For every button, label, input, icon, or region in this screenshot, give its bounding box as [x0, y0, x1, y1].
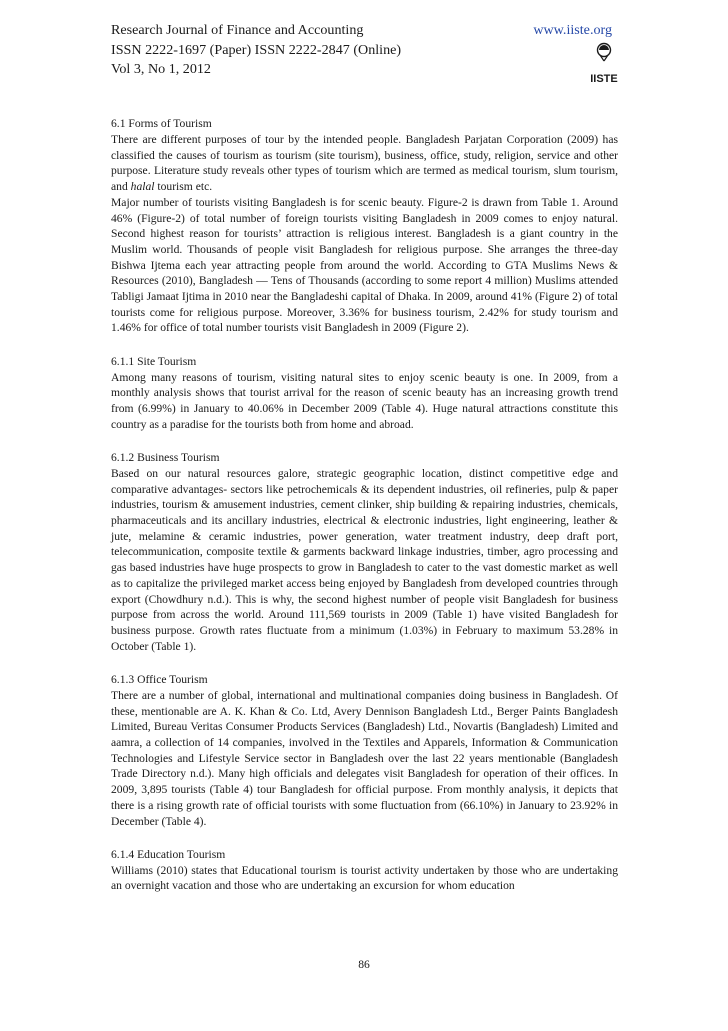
section-heading: 6.1 Forms of Tourism	[111, 117, 212, 130]
section-heading: 6.1.2 Business Tourism	[111, 450, 220, 464]
emphasis-text: halal	[130, 180, 155, 194]
paragraph: Based on our natural resources galore, strategic geographic location, distinct competitive edge and comparative advantages- sectors like petrochemicals & its dependent industries, oil refineries, pulp & paper industries, tourism & amusement industries, cement clinker, ship building & repairing industries, chemicals, pharmaceuticals and its ancillary industries, electrical & electronic industries, light engineering, leather & jute, melamine & ceramic industries, power generation, water treatment industry, deep draft port, telecommunication, composite textile & garments backward linkage industries, timber, agro processing and gas based industries have huge prospects to grow in Bangladesh to cater to the vast domestic market as well as to capitalize the privileged market access being enjoyed by Bangladesh from developed countries through export (Chowdhury n.d.). This is why, the second highest number of people visit Bangladesh for business purpose from across the world. Around 111,569 tourists in 2009 (Table 1) have visited Bangladesh for business purpose. Growth rates fluctuate from a minimum (1.03%) in February to maximum 53.28% in October (Table 1).	[111, 466, 618, 653]
paragraph: Major number of tourists visiting Bangladesh is for scenic beauty. Figure-2 is drawn from Table 1. Around 46% (Figure-2) of total number of foreign tourists visiting Bangladesh in 2009 comes to enjoy natural. Second highest reason for tourists’ attraction is religious interest. Bangladesh is a giant country in the Muslim world. Thousands of people visit Bangladesh for religious purpose. She arranges the three-day Bishwa Ijtema each year attracting people from around the world. According to GTA Muslims News & Resources (2010), Bangladesh — Tens of Thousands (according to some report 4 million) Muslims attended Tabligi Jamaat Ijtima in 2010 near the Bangladeshi capital of Dhaka. In 2009, around 41% (Figure 2) of total tourists come for religious purpose. Moreover, 3.36% for business tourism, 2.42% for study tourism and 1.46% for office of total number tourists visit Bangladesh in 2009 (Figure 2).	[111, 195, 618, 335]
article-body	[111, 116, 618, 894]
journal-header	[111, 21, 621, 80]
section-heading: 6.1.4 Education Tourism	[111, 847, 226, 861]
iiste-logo	[590, 42, 618, 86]
paragraph: Williams (2010) states that Educational tourism is tourist activity undertaken by those who are undertaking an overnight vacation and those who are undertaking an excursion for whom education	[111, 863, 618, 893]
journal-volume: Vol 3, No 1, 2012	[111, 61, 211, 77]
journal-issn: ISSN 2222-1697 (Paper) ISSN 2222-2847 (Online)	[111, 41, 402, 58]
journal-title: Research Journal of Finance and Accounting	[111, 22, 364, 38]
page-number: 86	[358, 958, 370, 971]
iiste-logo-text: IISTE	[590, 73, 618, 85]
section-heading: 6.1.1 Site Tourism	[111, 354, 197, 368]
paragraph	[111, 132, 618, 195]
paragraph: There are a number of global, international and multinational companies doing business in Bangladesh. Of these, mentionable are A. K. Khan & Co. Ltd, Avery Dennison Bangladesh Ltd., Berger Paints Bangladesh Limited, Bureau Veritas Consumer Products Services (Bangladesh) Ltd., Novartis (Bangladesh) Limited and aamra, a collection of 14 companies, involved in the Textiles and Apparels, Information & Communication Technologies and Lifestyle Service sector in Bangladesh over the last 22 years mentionable (Bangladesh Trade Directory n.d.). Many high officials and delegates visit Bangladesh for operation of their offices. In 2009, 3,895 tourists (Table 4) tour Bangladesh for official purpose. From monthly analysis, it depicts that there is a rising growth rate of official tourists with some fluctuation from (66.10%) in January to 23.92% in December (Table 4).	[111, 688, 618, 828]
journal-url-link[interactable]: www.iiste.org	[533, 22, 612, 38]
paragraph-text: There are different purposes of tour by the intended people. Bangladesh Parjatan Corporation (2009) has classified the causes of tourism as tourism (site tourism), business, office, study, religion, service and other purpose. Literature study reveals other types of tourism which are termed as medical tourism, slum tourism, and	[111, 133, 618, 194]
paragraph-text: tourism etc.	[154, 180, 213, 194]
section-heading: 6.1.3 Office Tourism	[111, 672, 208, 686]
paragraph: Among many reasons of tourism, visiting natural sites to enjoy scenic beauty is one. In 2009, from a monthly analysis shows that tourist arrival for the reason of scenic beauty has an increasing growth trend from (6.99%) in January to 40.06% in December 2009 (Table 4). Huge natural attractions constitute this country as a paradise for the tourists both from home and abroad.	[111, 370, 618, 431]
